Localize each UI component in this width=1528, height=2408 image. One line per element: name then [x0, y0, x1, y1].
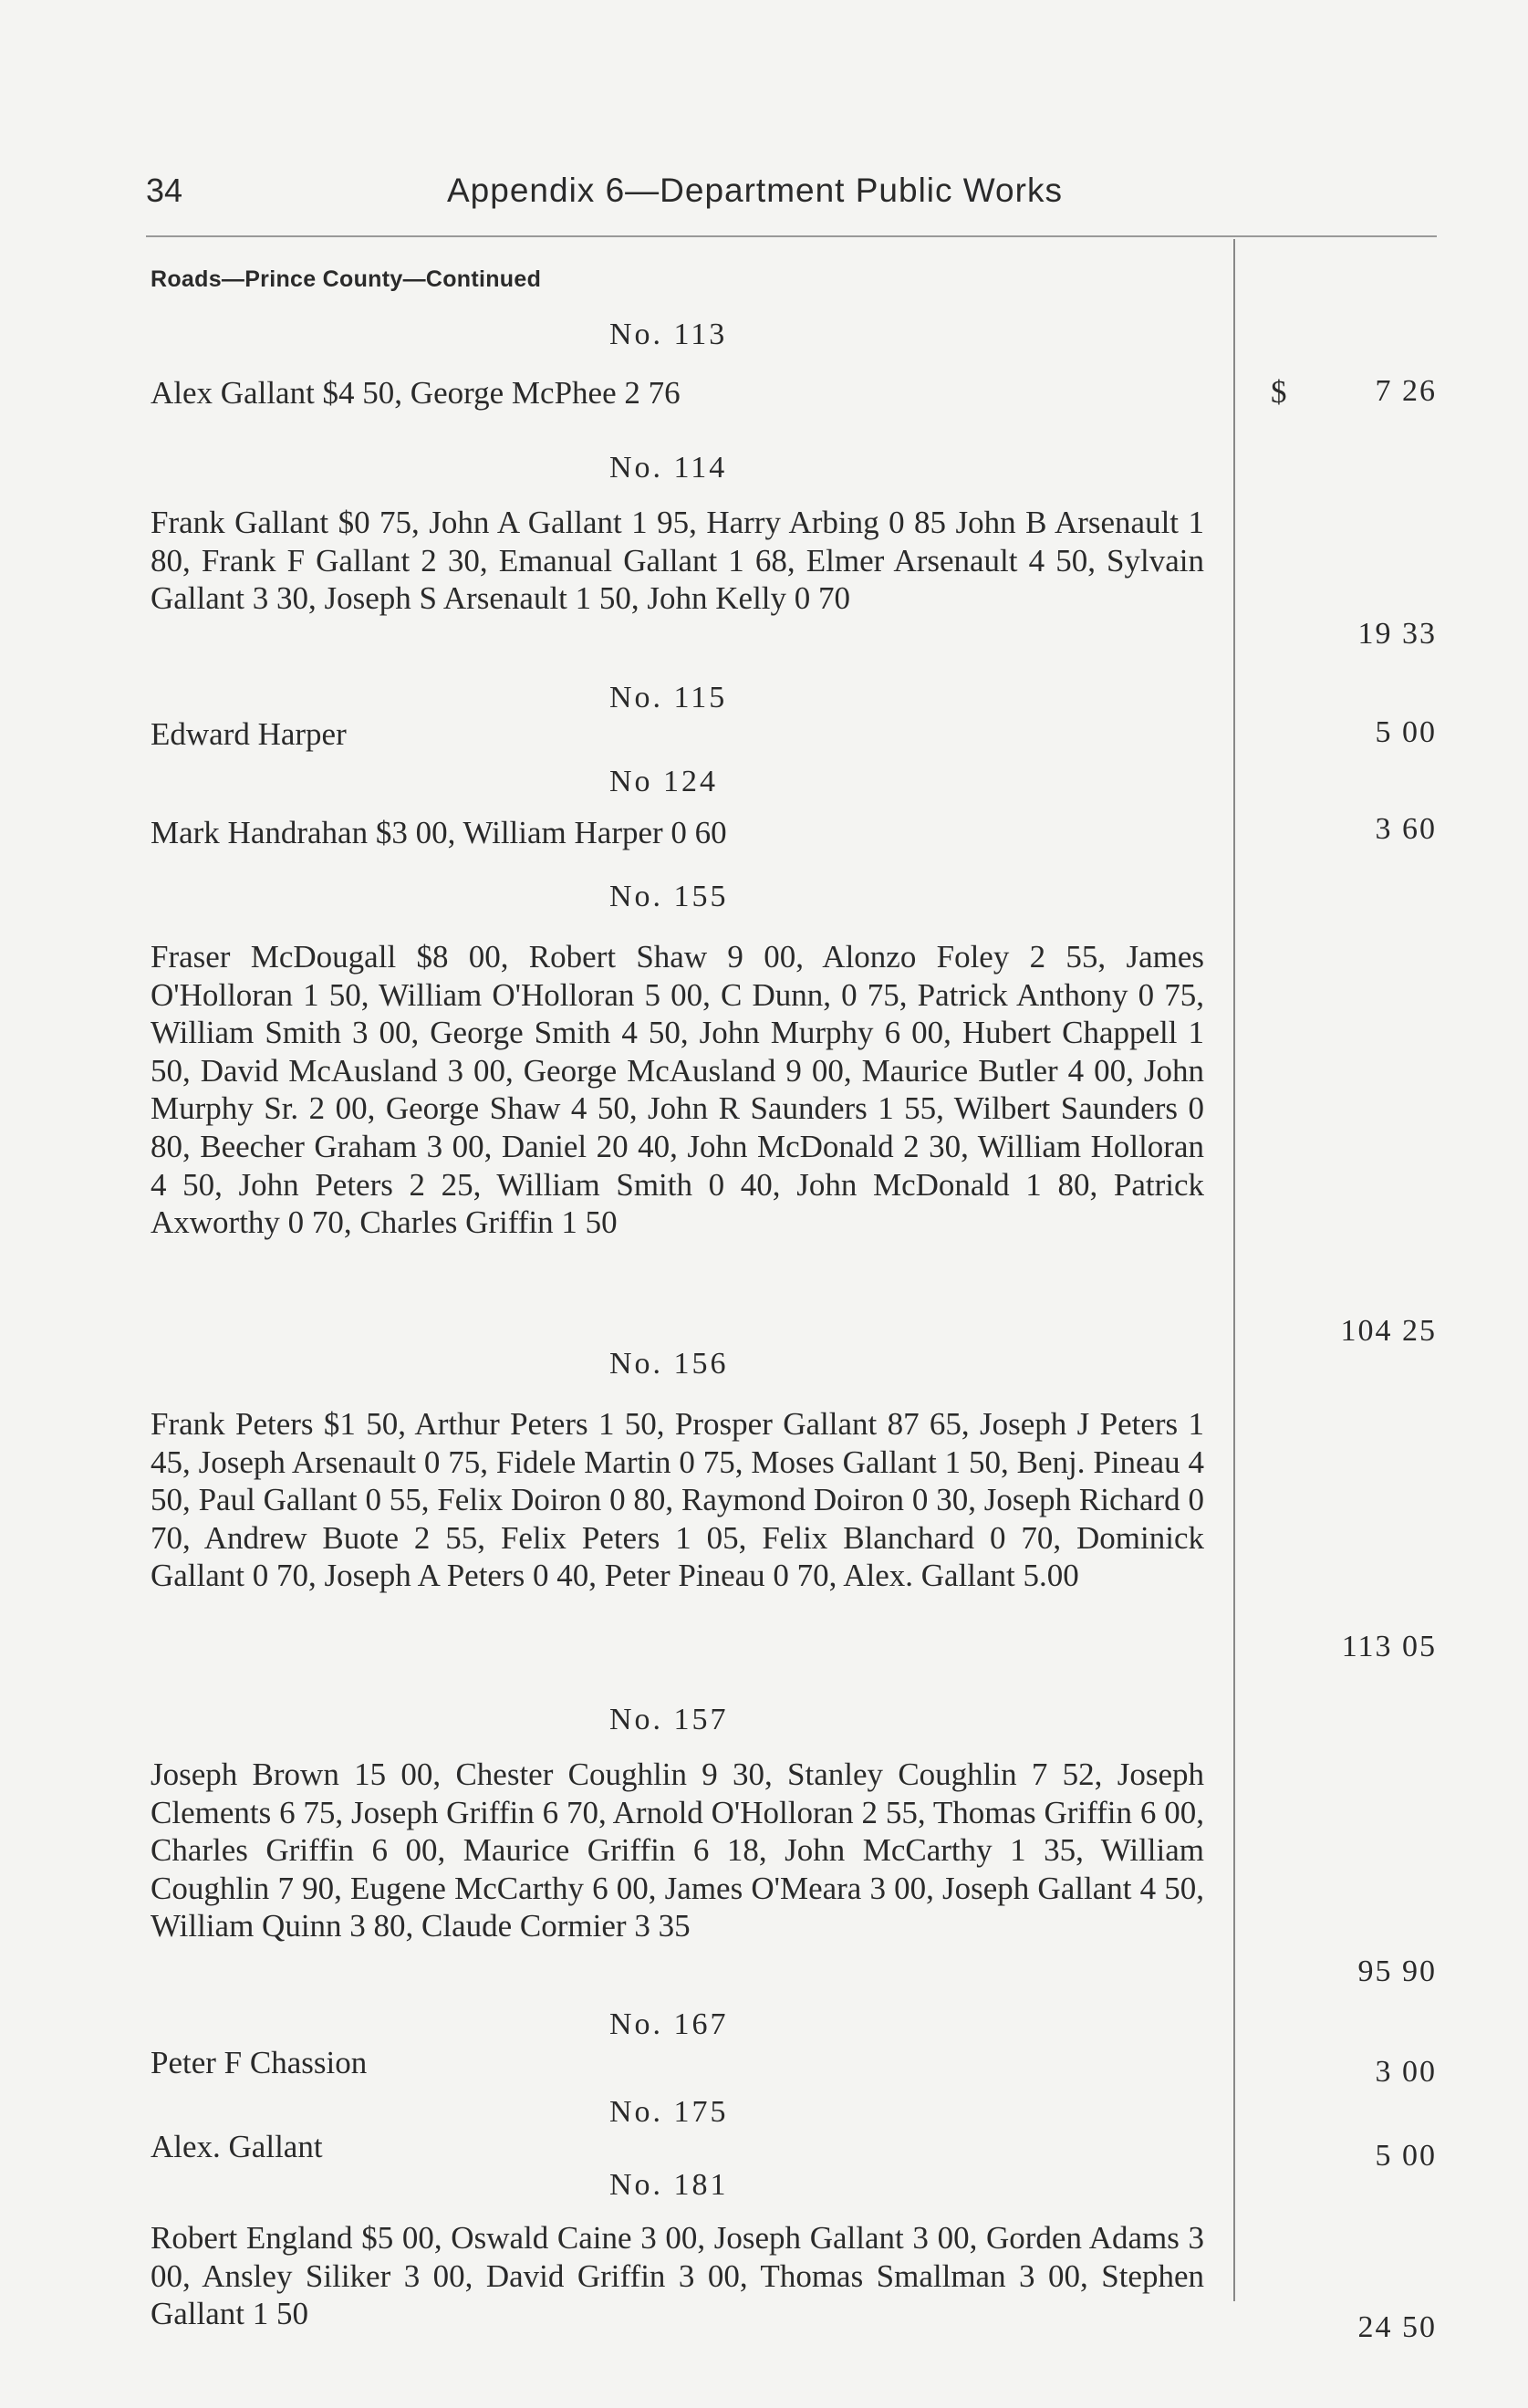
entry-payees: Frank Gallant $0 75, John A Gallant 1 95, Harry Arbing 0 85 John B Arsenault 1 80, Frank F Gallant 2 30, Emanual Gallant 1 68, Elmer Arsenault 4 50, Sylvain Gallant 3 30, Joseph S Arsenault 1 50, John Kelly 0 70	[151, 505, 1204, 617]
entry-heading: No. 181	[609, 2168, 729, 2202]
entry-heading: No. 114	[609, 451, 728, 485]
entry-total: 24 50	[1357, 2310, 1437, 2344]
entry-total: 104 25	[1340, 1314, 1437, 1348]
entry-heading: No. 175	[609, 2095, 729, 2129]
page-title: Appendix 6—Department Public Works	[447, 172, 1063, 209]
entry-payees: Fraser McDougall $8 00, Robert Shaw 9 00, Alonzo Foley 2 55, James O'Holloran 1 50, William O'Holloran 5 00, C Dunn, 0 75, Patrick Anthony 0 75, William Smith 3 00, George Smith 4 50, John Murphy 6 00, Hubert Chappell 1 50, David McAusland 3 00, George McAusland 9 00, Maurice Butler 4 00, John Murphy Sr. 2 00, George Shaw 4 50, John R Saunders 1 55, Wilbert Saunders 0 80, Beecher Graham 3 00, Daniel 20 40, John McDonald 2 30, William Holloran 4 50, John Peters 2 25, William Smith 0 40, John McDonald 1 80, Patrick Axworthy 0 70, Charles Griffin 1 50	[151, 939, 1204, 1241]
entry-heading: No. 167	[609, 2007, 729, 2041]
entry-payees: Frank Peters $1 50, Arthur Peters 1 50, Prosper Gallant 87 65, Joseph J Peters 1 45, Joseph Arsenault 0 75, Fidele Martin 0 75, Moses Gallant 1 50, Benj. Pineau 4 50, Paul Gallant 0 55, Felix Doiron 0 80, Raymond Doiron 0 30, Joseph Richard 0 70, Andrew Buote 2 55, Felix Peters 1 05, Felix Blanchard 0 70, Dominick Gallant 0 70, Joseph A Peters 0 40, Peter Pineau 0 70, Alex. Gallant 5.00	[151, 1406, 1204, 1594]
entry-payees: Peter F Chassion	[151, 2045, 368, 2080]
entry-heading: No. 115	[609, 681, 728, 714]
entry-total: 19 33	[1357, 617, 1437, 651]
entry-heading: No. 113	[609, 318, 728, 351]
currency-symbol: $	[1271, 374, 1287, 410]
entry-payees: Alex Gallant $4 50, George McPhee 2 76	[151, 375, 681, 411]
entry-payees: Edward Harper	[151, 716, 347, 752]
page-number: 34	[146, 172, 183, 209]
entry-heading: No. 155	[609, 880, 729, 913]
entry-heading: No. 157	[609, 1703, 729, 1736]
entry-total: 95 90	[1357, 1955, 1437, 1988]
entry-total: 3 60	[1375, 812, 1437, 846]
entry-payees: Alex. Gallant	[151, 2129, 323, 2164]
entry-heading: No 124	[609, 765, 719, 798]
entry-payees: Mark Handrahan $3 00, William Harper 0 60	[151, 815, 727, 850]
entry-heading: No. 156	[609, 1347, 729, 1381]
entry-total: 113 05	[1341, 1630, 1437, 1663]
entry-payees: Joseph Brown 15 00, Chester Coughlin 9 30, Stanley Coughlin 7 52, Joseph Clements 6 75, Joseph Griffin 6 70, Arnold O'Holloran 2 55, Thomas Griffin 6 00, Charles Griffin 6 00, Maurice Griffin 6 18, John McCarthy 1 35, William Coughlin 7 90, Eugene McCarthy 6 00, James O'Meara 3 00, Joseph Gallant 4 50, William Quinn 3 80, Claude Cormier 3 35	[151, 1756, 1204, 1944]
entry-total: 5 00	[1375, 715, 1437, 749]
section-title: Roads—Prince County—Continued	[151, 266, 542, 292]
entry-total: 5 00	[1375, 2139, 1437, 2173]
entry-total: 7 26	[1375, 374, 1437, 408]
entry-payees: Robert England $5 00, Oswald Caine 3 00, Joseph Gallant 3 00, Gorden Adams 3 00, Ansley Siliker 3 00, David Griffin 3 00, Thomas Smallman 3 00, Stephen Gallant 1 50	[151, 2220, 1204, 2332]
entry-total: 3 00	[1375, 2055, 1437, 2089]
